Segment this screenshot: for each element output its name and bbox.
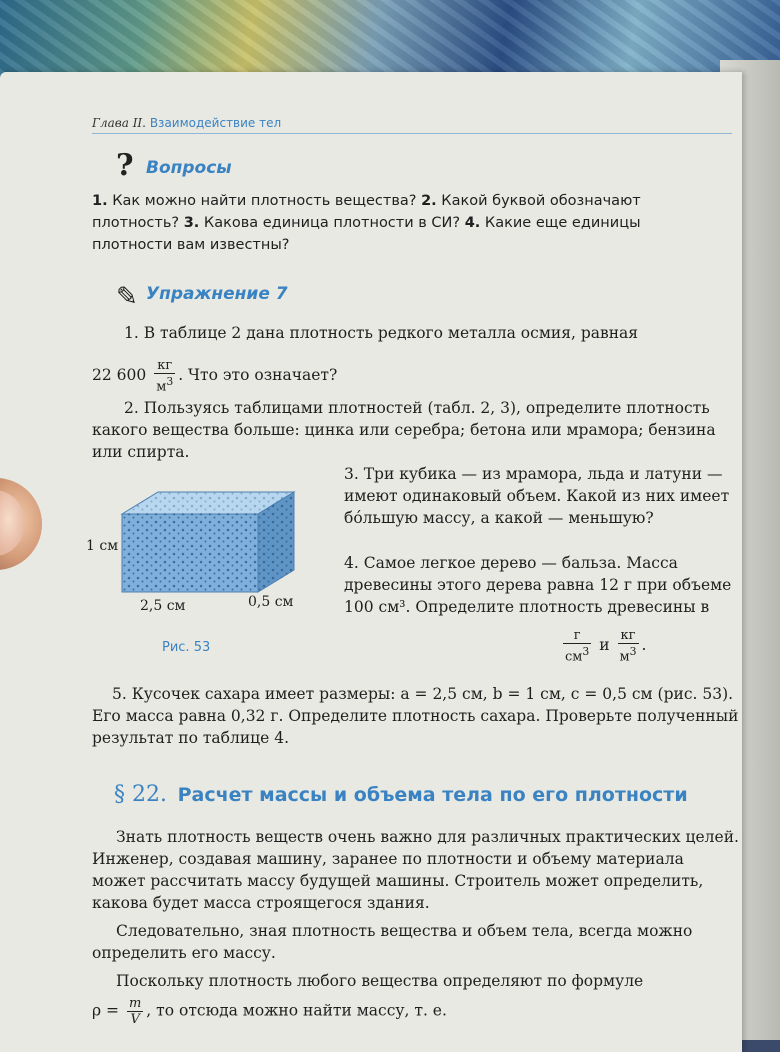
exercise-3: 3. Три кубика — из мрамора, льда и латуни — имеют одинаковый объем. Какой из них имеет бóльшую массу, а какой — меньшую? <box>344 465 730 527</box>
unit-denominator <box>618 644 639 664</box>
formula-line <box>92 996 447 1027</box>
unit-numerator: кг <box>618 628 639 644</box>
formula-fraction <box>127 996 143 1027</box>
unit-power: 3 <box>582 645 590 658</box>
sugar-cube-figure <box>118 488 298 598</box>
exercise-4: 4. Самое легкое дерево — бальза. Масса древесины этого дерева равна 12 г при объеме 100 см³. Определите плотность древесины в <box>344 554 732 616</box>
formula-denominator: V <box>130 1012 140 1027</box>
unit-cm: см <box>565 649 583 665</box>
paragraph-1: Знать плотность веществ очень важно для различных практических целей. Инженер, создавая машину, заранее по плотности и объему материала может рассчитать массу будущей машины. Строитель может определить, какова будет масса строящегося здания. <box>92 828 739 912</box>
question-3: Какова единица плотности в СИ? <box>203 215 461 231</box>
section-heading <box>114 782 688 807</box>
exercise-1-question: . Что это означает? <box>178 366 338 385</box>
exercise-heading: Упражнение 7 <box>146 284 288 304</box>
cube-height-label: 1 см <box>86 538 119 554</box>
exercise-1-value-line <box>92 358 337 394</box>
unit-m: м <box>156 379 167 395</box>
exercise-2: 2. Пользуясь таблицами плотностей (табл. 2, 3), определите плотность какого вещества больше: цинка или серебра; бетона или мрамора; бензина или спирта. <box>92 399 716 461</box>
and-word: и <box>599 636 610 655</box>
section-title: Расчет массы и объема тела по его плотности <box>177 784 688 806</box>
unit-m: м <box>619 649 630 665</box>
header-rule <box>92 133 732 134</box>
exercise-1-line: 1. В таблице 2 дана плотность редкого металла осмия, равная <box>124 324 639 342</box>
figure-caption: Рис. 53 <box>162 640 211 655</box>
formula-rho: ρ = <box>92 1001 120 1020</box>
cube-depth-label: 0,5 см <box>248 594 294 610</box>
exercise-icon: ✎ <box>116 282 138 312</box>
unit-denominator <box>563 644 591 664</box>
unit-power: 3 <box>629 645 637 658</box>
running-header <box>92 116 281 130</box>
question-mark-icon: ? <box>116 148 134 183</box>
question-3-number: 3. <box>183 215 200 231</box>
paragraph-3: Поскольку плотность любого вещества определяют по формуле <box>116 972 644 990</box>
cube-width-label: 2,5 см <box>140 598 186 614</box>
question-2: Какой буквой обозначают плотность? <box>92 193 641 231</box>
paragraph-2: Следовательно, зная плотность вещества и объем тела, всегда можно определить его массу. <box>92 922 693 962</box>
section-number: § 22. <box>114 782 167 807</box>
unit-power: 3 <box>166 375 174 388</box>
chapter-title: Взаимодействие тел <box>149 116 282 130</box>
questions-text <box>92 190 722 256</box>
exercise-4-end: . <box>641 636 647 655</box>
question-1: Как можно найти плотность вещества? <box>112 193 417 209</box>
formula-numerator: m <box>128 996 142 1011</box>
unit-kg-per-m3 <box>618 628 639 664</box>
osmium-density-value: 22 600 <box>92 366 147 385</box>
chapter-number: Глава II. <box>92 116 146 130</box>
question-4: Какие еще единицы плотности вам известны? <box>92 215 641 253</box>
question-2-number: 2. <box>421 193 437 209</box>
exercise-4-units <box>560 628 646 664</box>
formula-continuation: , то отсюда можно найти массу, т. е. <box>146 1001 447 1020</box>
unit-numerator: кг <box>154 358 175 374</box>
exercise-5: 5. Кусочек сахара имеет размеры: a = 2,5 см, b = 1 см, c = 0,5 см (рис. 53). Его масса равна 0,32 г. Определите плотность сахара. Проверьте полученный результат по таблице 4. <box>92 685 739 747</box>
questions-heading: Вопросы <box>146 158 232 178</box>
question-1-number: 1. <box>92 193 108 209</box>
question-4-number: 4. <box>464 215 481 231</box>
unit-numerator: г <box>563 628 591 644</box>
unit-denominator <box>154 374 175 394</box>
unit-kg-per-m3 <box>154 358 175 394</box>
unit-g-per-cm3 <box>563 628 591 664</box>
